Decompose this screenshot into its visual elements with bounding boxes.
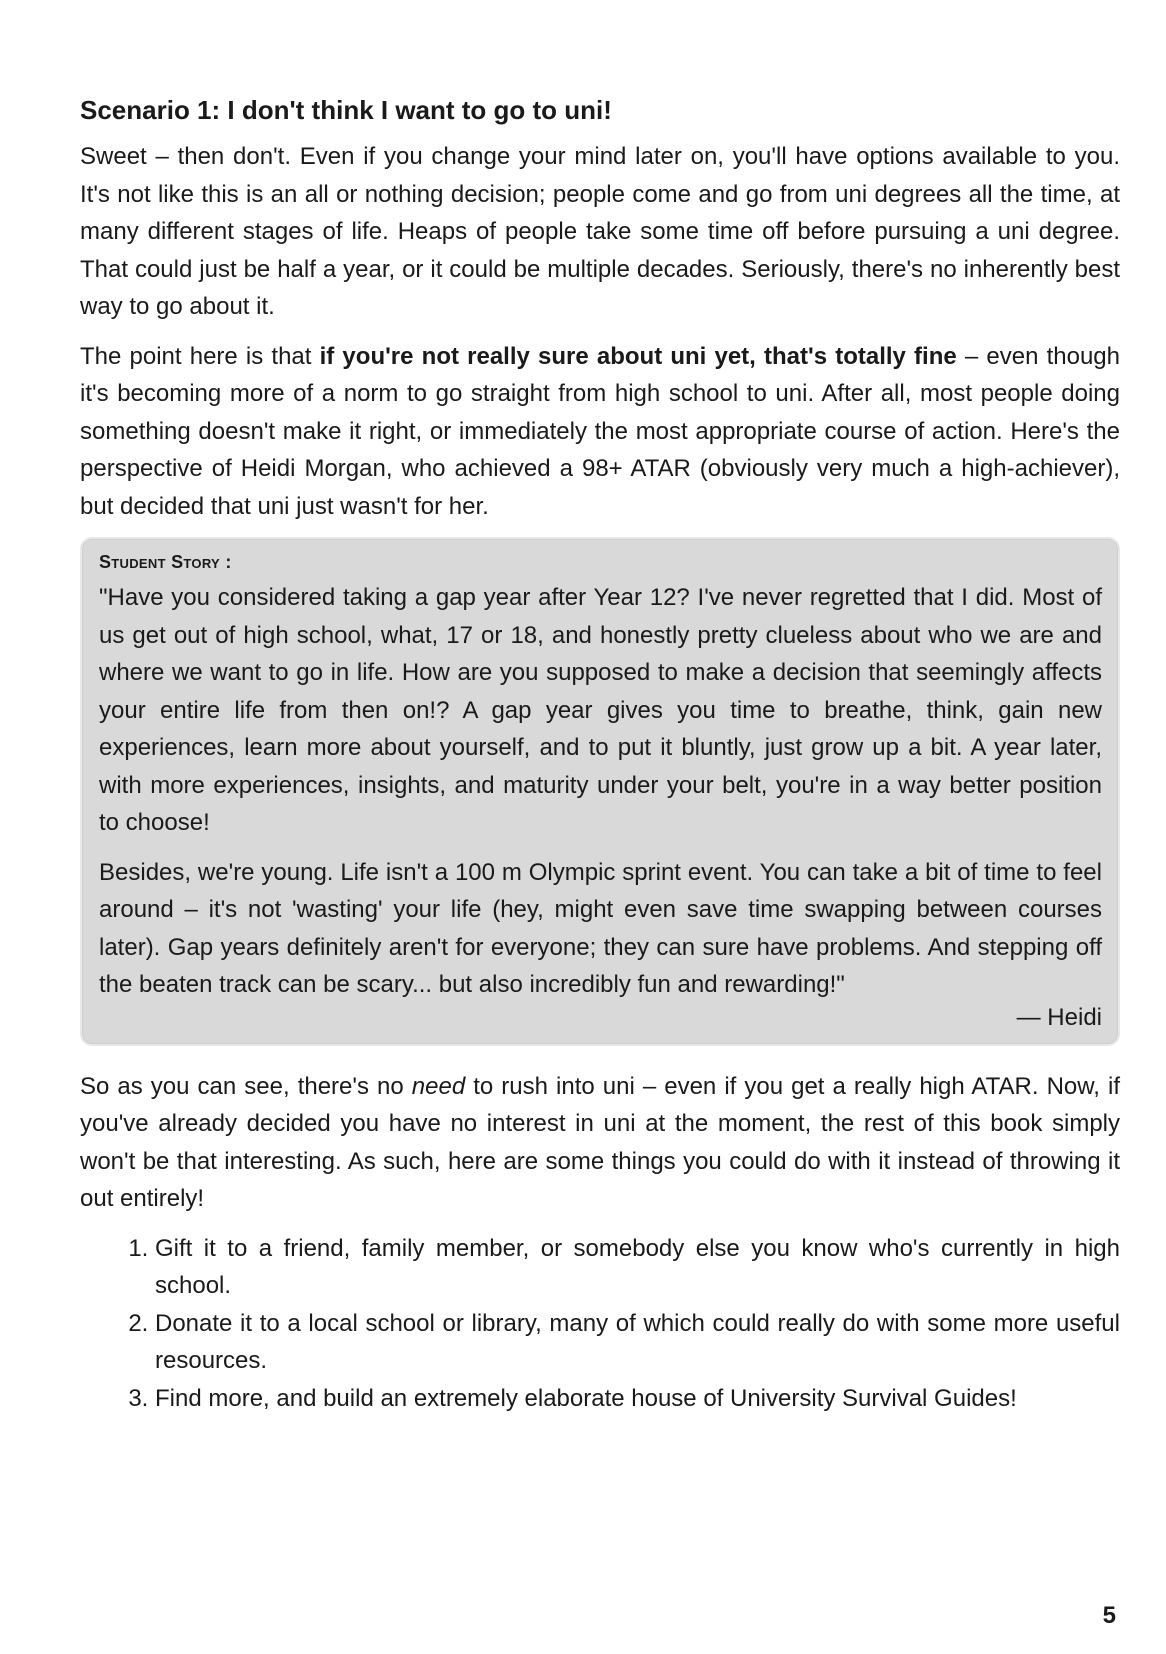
point-text-end: – even though it's becoming more of a norm to go straight from high school to uni. After all, most people doing something doesn't make it right, or immediately the most appropriate course of action. Here's the perspective of Heidi Morgan, who achieved a 98+ ATAR (obviously very much a high-achiever), but decided that uni just wasn't for her. — [80, 342, 1120, 520]
page-content — [80, 92, 1120, 1417]
page-number: 5 — [1102, 1602, 1116, 1629]
student-story-box — [80, 537, 1120, 1046]
point-emphasis: if you're not really sure about uni yet, that's totally fine — [319, 342, 957, 370]
conclusion-text-start: So as you can see, there's no — [80, 1072, 412, 1100]
list-item: 1. Gift it to a friend, family member, or somebody else you know who's currently in high school. — [155, 1230, 1120, 1305]
story-attribution: — Heidi — [1016, 1003, 1102, 1031]
list-item: 3. Find more, and build an extremely elaborate house of University Survival Guides! — [155, 1380, 1120, 1418]
scenario-heading: Scenario 1: I don't think I want to go to uni! — [80, 95, 612, 125]
conclusion-emphasis: need — [411, 1072, 466, 1100]
point-paragraph — [80, 338, 1120, 526]
intro-paragraph: Sweet – then don't. Even if you change your mind later on, you'll have options available to you. It's not like this is an all or nothing decision; people come and go from uni degrees all the time, at many different stages of life. Heaps of people take some time off before pursuing a uni degree. That could just be half a year, or it could be multiple decades. Seriously, there's no inherently best way to go about it. — [80, 143, 1120, 320]
story-paragraph-1: "Have you considered taking a gap year after Year 12? I've never regretted that I did. Most of us get out of high school, what, 17 or 18, and honestly pretty clueless about who we are and where we want to go in life. How are you supposed to make a decision that seemingly affects your entire life from then on!? A gap year gives you time to breathe, think, gain new experiences, learn more about yourself, and to put it bluntly, just grow up a bit. A year later, with more experiences, insights, and maturity under your belt, you're in a way better position to choose! — [99, 584, 1102, 836]
student-story-label: Student Story : — [99, 552, 232, 572]
suggestions-list — [80, 1230, 1120, 1418]
point-text-start: The point here is that — [80, 342, 320, 370]
conclusion-paragraph — [80, 1068, 1120, 1218]
conclusion-text-end: to rush into uni – even if you get a really high ATAR. Now, if you've already decided you have no interest in uni at the moment, the rest of this book simply won't be that interesting. As such, here are some things you could do with it instead of throwing it out entirely! — [80, 1072, 1120, 1212]
list-item: 2. Donate it to a local school or library, many of which could really do with some more useful resources. — [155, 1305, 1120, 1380]
story-paragraph-2: Besides, we're young. Life isn't a 100 m Olympic sprint event. You can take a bit of time to feel around – it's not 'wasting' your life (hey, might even save time swapping between courses later). Gap years definitely aren't for everyone; they can sure have problems. And stepping off the beaten track can be scary... but also incredibly fun and rewarding!" — [99, 858, 1102, 998]
